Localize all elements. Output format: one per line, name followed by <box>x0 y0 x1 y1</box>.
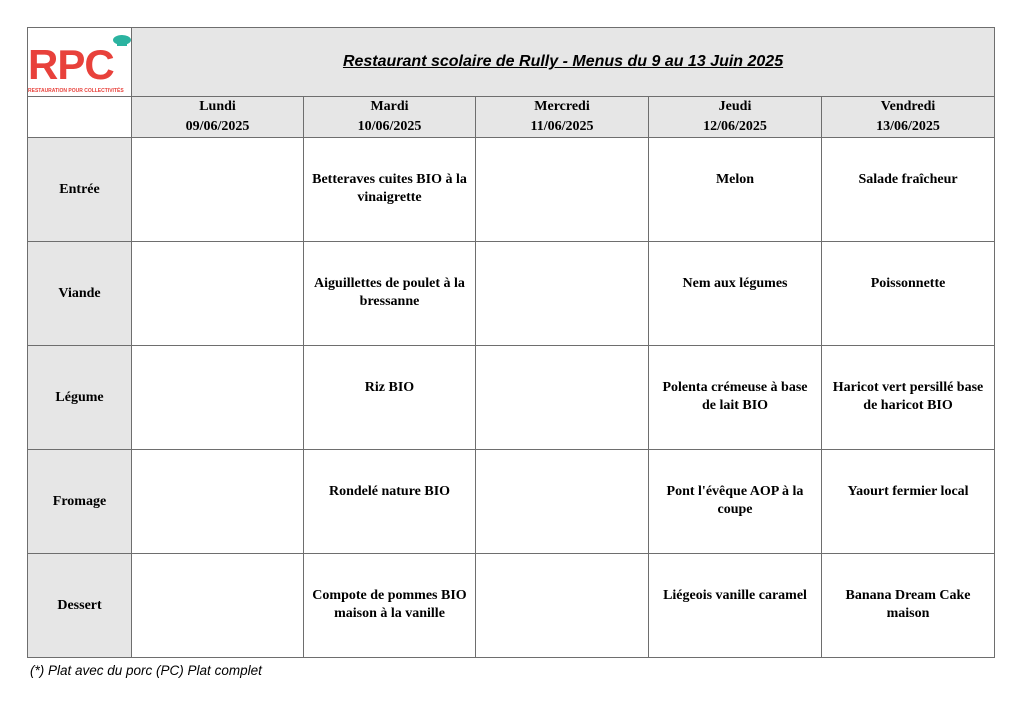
day-header <box>304 97 476 138</box>
day-date: 11/06/2025 <box>530 119 594 134</box>
logo-letters: RPC <box>28 41 114 88</box>
dish-cell: Yaourt fermier local <box>822 450 995 554</box>
dish-cell <box>476 242 649 346</box>
day-name: Mercredi <box>534 99 590 114</box>
dish-cell: Poissonnette <box>822 242 995 346</box>
menu-row <box>28 138 995 242</box>
dish-cell <box>132 346 304 450</box>
dish-cell: Pont l'évêque AOP à la coupe <box>649 450 822 554</box>
dish-cell: Betteraves cuites BIO à la vinaigrette <box>304 138 476 242</box>
dish-cell: Rondelé nature BIO <box>304 450 476 554</box>
rpc-logo <box>28 28 131 96</box>
day-header <box>132 97 304 138</box>
day-date: 09/06/2025 <box>185 119 250 134</box>
dish-cell: Riz BIO <box>304 346 476 450</box>
dish-cell: Polenta crémeuse à base de lait BIO <box>649 346 822 450</box>
logo-cell <box>28 28 132 97</box>
day-header-row <box>28 97 995 138</box>
dish-cell <box>132 138 304 242</box>
menu-row <box>28 554 995 658</box>
menu-row <box>28 450 995 554</box>
menu-row <box>28 242 995 346</box>
day-name: Lundi <box>199 99 236 114</box>
day-name: Jeudi <box>718 99 752 114</box>
dish-cell: Haricot vert persillé base de haricot BIO <box>822 346 995 450</box>
row-label: Légume <box>28 346 132 450</box>
dish-cell <box>476 450 649 554</box>
dish-cell <box>476 138 649 242</box>
logo-tagline: RESTAURATION POUR COLLECTIVITÉS <box>28 88 124 94</box>
chef-hat-icon <box>112 32 132 46</box>
day-name: Vendredi <box>880 99 936 114</box>
day-header <box>476 97 649 138</box>
dish-cell <box>132 554 304 658</box>
menu-sheet <box>27 27 994 657</box>
title-row <box>28 28 995 97</box>
row-label: Fromage <box>28 450 132 554</box>
row-label: Entrée <box>28 138 132 242</box>
dish-cell <box>476 346 649 450</box>
dish-cell: Aiguillettes de poulet à la bressanne <box>304 242 476 346</box>
dish-cell: Liégeois vanille caramel <box>649 554 822 658</box>
footnote: (*) Plat avec du porc (PC) Plat complet <box>30 663 262 678</box>
day-name: Mardi <box>370 99 409 114</box>
day-header <box>822 97 995 138</box>
dish-cell: Compote de pommes BIO maison à la vanille <box>304 554 476 658</box>
day-header <box>649 97 822 138</box>
row-label: Viande <box>28 242 132 346</box>
day-date: 12/06/2025 <box>703 119 767 134</box>
dish-cell: Banana Dream Cake maison <box>822 554 995 658</box>
row-label: Dessert <box>28 554 132 658</box>
page-title: Restaurant scolaire de Rully - Menus du 9 au 13 Juin 2025 <box>342 53 784 70</box>
corner-cell <box>28 97 132 138</box>
dish-cell <box>132 450 304 554</box>
dish-cell: Nem aux légumes <box>649 242 822 346</box>
day-date: 10/06/2025 <box>357 119 422 134</box>
dish-cell <box>132 242 304 346</box>
dish-cell: Melon <box>649 138 822 242</box>
menu-row <box>28 346 995 450</box>
menu-table <box>27 27 995 658</box>
dish-cell <box>476 554 649 658</box>
dish-cell: Salade fraîcheur <box>822 138 995 242</box>
day-date: 13/06/2025 <box>876 119 940 134</box>
title-cell <box>132 28 995 97</box>
